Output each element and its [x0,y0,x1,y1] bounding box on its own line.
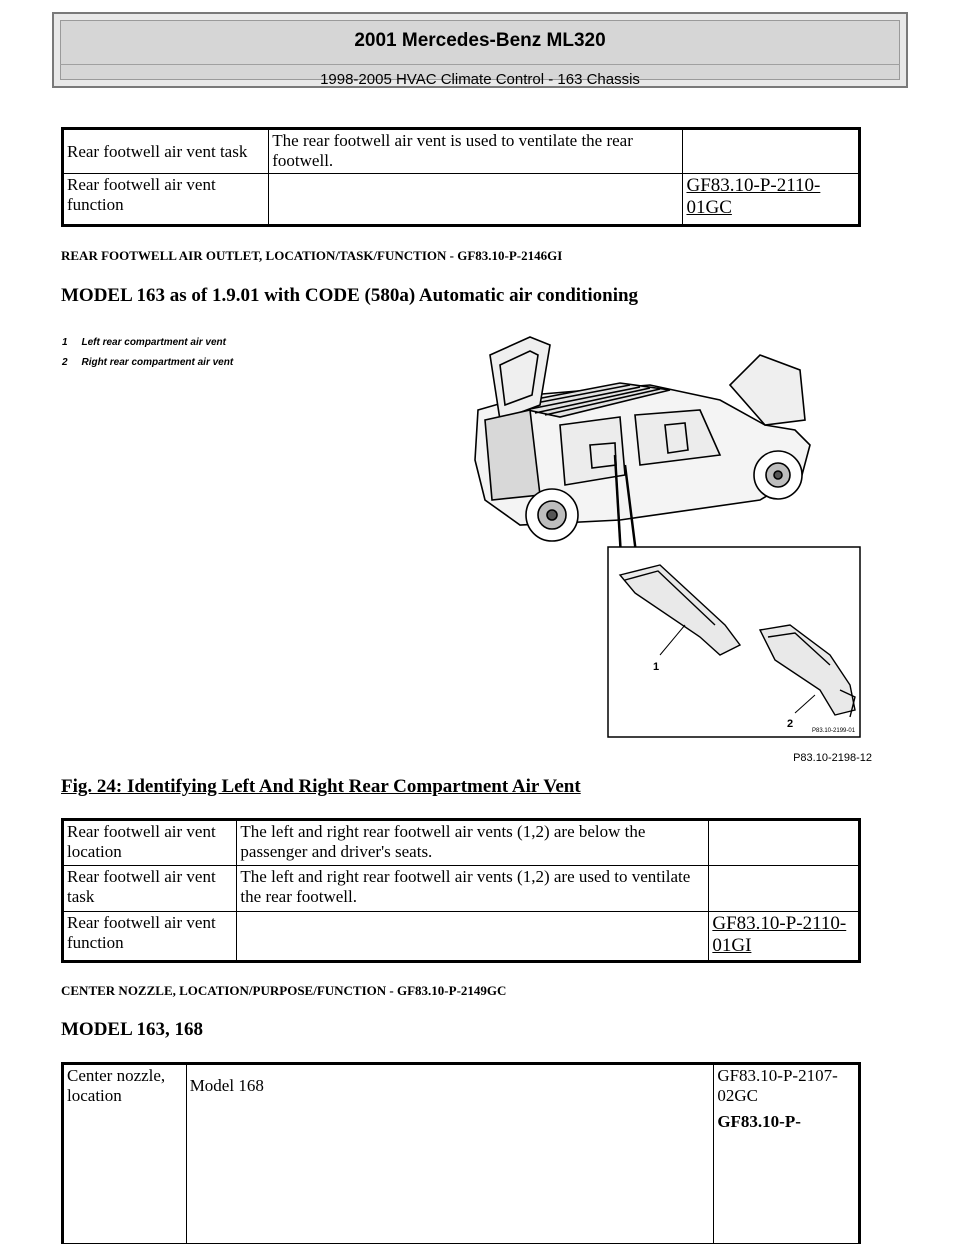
inset-code: P83.10-2199-01 [812,728,856,734]
figure [60,325,880,770]
row-text: The left and right rear footwell air vents (1,2) are used to ventilate the rear footwell. [237,866,709,912]
legend-item-2: 2 Right rear compartment air vent [62,357,234,368]
row-label: Rear footwell air vent task [63,129,269,174]
section-heading: REAR FOOTWELL AIR OUTLET, LOCATION/TASK/FUNCTION - GF83.10-P-2146GI [61,248,563,263]
header-subtitle: 1998-2005 HVAC Climate Control - 163 Chassis [320,71,640,88]
row-text: Model 168 [186,1064,714,1244]
section-heading: CENTER NOZZLE, LOCATION/PURPOSE/FUNCTION - GF83.10-P-2149GC [61,983,507,998]
figure-caption: Fig. 24: Identifying Left And Right Rear Compartment Air Vent [61,776,581,797]
row-label: Rear footwell air vent function [63,174,269,226]
ref-link[interactable]: GF83.10-P-2110-01GC [686,175,821,218]
table-row [63,174,860,226]
header-divider [60,64,900,65]
table-top [61,127,861,227]
table-mid [61,818,861,963]
row-text: The left and right rear footwell air vents (1,2) are below the passenger and driver's seats. [237,820,709,866]
ref-link[interactable]: GF83.10-P-2110-01GI [712,913,847,956]
table-row [63,820,860,866]
ref-text-2: GF83.10-P- [717,1112,801,1131]
vehicle-illustration [60,325,880,770]
table-bottom [61,1062,861,1244]
table-row [63,912,860,962]
row-label: Rear footwell air vent function [63,912,237,962]
table-row [63,866,860,912]
document-header [52,12,908,88]
ref-text: GF83.10-P-2107-02GC [717,1066,838,1105]
table-row [63,129,860,174]
row-label: Center nozzle, location [63,1064,187,1244]
model-heading: MODEL 163 as of 1.9.01 with CODE (580a) Automatic air conditioning [61,285,639,306]
table-row [63,1064,860,1244]
row-text [269,174,683,226]
callout-2: 2 [787,718,794,730]
row-label: Rear footwell air vent task [63,866,237,912]
row-text: The rear footwell air vent is used to ventilate the rear footwell. [269,129,683,174]
figure-code: P83.10-2198-12 [793,752,872,764]
model-heading: MODEL 163, 168 [61,1019,203,1040]
legend-item-1: 1 Left rear compartment air vent [62,337,226,348]
row-label: Rear footwell air vent location [63,820,237,866]
header-title: 2001 Mercedes-Benz ML320 [354,30,606,51]
callout-1: 1 [653,661,660,673]
row-ref [683,129,860,174]
